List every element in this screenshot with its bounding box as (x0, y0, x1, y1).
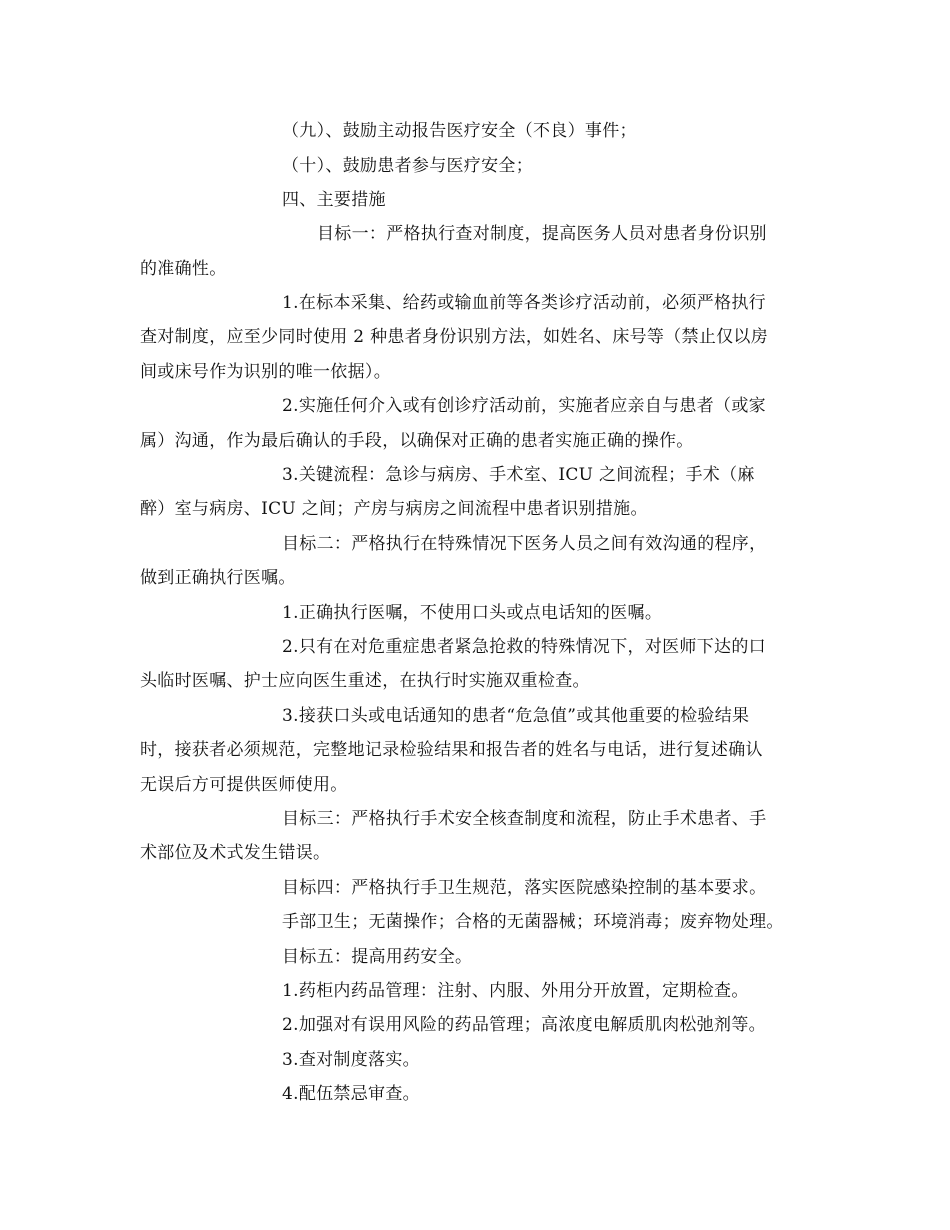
text-line: 3.接获口头或电话通知的患者“危急值”或其他重要的检验结果 (282, 706, 750, 726)
text-line: 1.正确执行医嘱，不使用口头或点电话知的医嘱。 (282, 603, 663, 623)
goal-heading: 目标五：提高用药安全。 (282, 947, 473, 967)
goal-heading: 目标一：严格执行查对制度，提高医务人员对患者身份识别 (317, 224, 767, 244)
text-line: 3.关键流程：急诊与病房、手术室、ICU 之间流程；手术（麻 (282, 465, 755, 485)
section-heading: 四、主要措施 (282, 190, 386, 210)
text-line: 2.加强对有误用风险的药品管理；高浓度电解质肌肉松弛剂等。 (282, 1015, 766, 1035)
text-line: 的准确性。 (140, 259, 227, 279)
text-line: 2.实施任何介入或有创诊疗活动前，实施者应亲自与患者（或家 (282, 396, 766, 416)
text-line: 间或床号作为识别的唯一依据）。 (140, 362, 391, 382)
text-line: （九）、鼓励主动报告医疗安全（不良）事件； (282, 121, 637, 141)
text-line: （十）、鼓励患者参与医疗安全； (282, 156, 533, 176)
text-line: 1.在标本采集、给药或输血前等各类诊疗活动前，必须严格执行 (282, 293, 766, 313)
text-line: 3.查对制度落实。 (282, 1050, 420, 1070)
text-line: 术部位及术式发生错误。 (140, 843, 331, 863)
goal-heading: 目标四：严格执行手卫生规范，落实医院感染控制的基本要求。 (282, 878, 767, 898)
text-line: 头临时医嘱、护士应向医生重述，在执行时实施双重检查。 (140, 671, 590, 691)
goal-heading: 目标二：严格执行在特殊情况下医务人员之间有效沟通的程序， (282, 534, 767, 554)
text-line: 查对制度，应至少同时使用 2 种患者身份识别方法，如姓名、床号等（禁止仅以房 (140, 327, 769, 347)
text-line: 时，接获者必须规范，完整地记录检验结果和报告者的姓名与电话，进行复述确认 (140, 740, 763, 760)
text-line: 醉）室与病房、ICU 之间；产房与病房之间流程中患者识别措施。 (140, 499, 648, 519)
text-line: 无误后方可提供医师使用。 (140, 775, 348, 795)
text-line: 1.药柜内药品管理：注射、内服、外用分开放置，定期检查。 (282, 981, 749, 1001)
text-line: 做到正确执行医嘱。 (140, 568, 296, 588)
text-line: 属）沟通，作为最后确认的手段，以确保对正确的患者实施正确的操作。 (140, 431, 694, 451)
text-line: 2.只有在对危重症患者紧急抢救的特殊情况下，对医师下达的口 (282, 637, 766, 657)
text-line: 手部卫生；无菌操作；合格的无菌器械；环境消毒；废弃物处理。 (282, 912, 784, 932)
goal-heading: 目标三：严格执行手术安全核查制度和流程，防止手术患者、手 (282, 809, 767, 829)
text-line: 4.配伍禁忌审查。 (282, 1084, 420, 1104)
